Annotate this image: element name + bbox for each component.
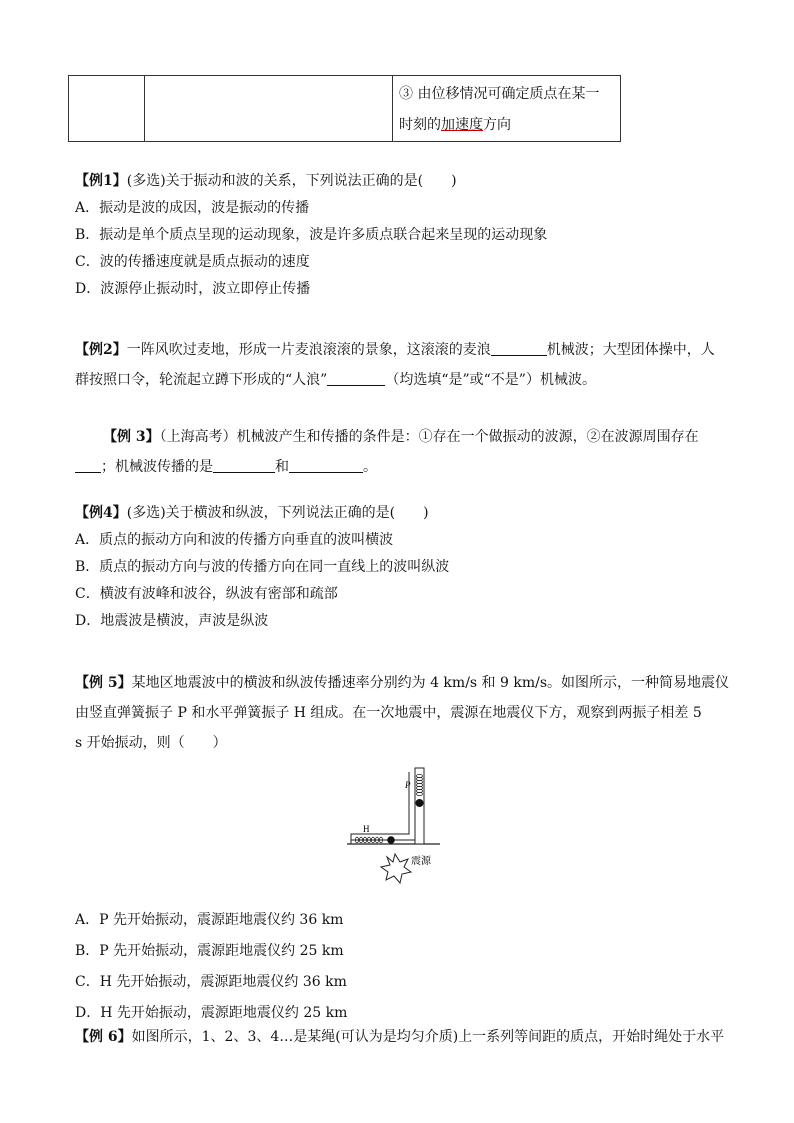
label-p: P xyxy=(405,780,411,790)
ex5-line2: 由竖直弹簧振子 P 和水平弹簧振子 H 组成。在一次地震中，震源在地震仪下方，观察到两振子相差 5 xyxy=(75,705,702,721)
option: B．振动是单个质点呈现的运动现象，波是许多质点联合起来呈现的运动现象 xyxy=(75,227,548,243)
answer-blank xyxy=(213,458,275,473)
underlined-term: 加速度 xyxy=(441,117,483,133)
ex6-text: 如图所示，1、2、3、4…是某绳(可认为是均匀介质)上一系列等间距的质点，开始时绳处于水平 xyxy=(131,1029,725,1045)
ex4-stem xyxy=(75,500,735,527)
option: C．H 先开始振动，震源距地震仪约 36 km xyxy=(75,974,347,990)
example-6 xyxy=(75,1024,745,1051)
ex2-text: 机械波；大型团体操中，人 xyxy=(546,342,715,358)
option: A．振动是波的成因，波是振动的传播 xyxy=(75,200,310,216)
ex3-line1 xyxy=(75,422,735,452)
ex6-line1 xyxy=(75,1024,745,1051)
example-1 xyxy=(75,168,735,303)
option: B．质点的振动方向与波的传播方向在同一直线上的波叫纵波 xyxy=(75,559,450,575)
example-2 xyxy=(75,335,735,395)
ex5-line3: s 开始振动，则（ ） xyxy=(75,735,227,751)
ex3-text: 。 xyxy=(363,459,377,475)
option: D．H 先开始振动，震源距地震仪约 25 km xyxy=(75,1005,348,1021)
horizontal-oscillator-ball xyxy=(387,836,395,844)
ex2-label: 【例2】 xyxy=(75,342,127,358)
ex3-label: 【例 3】 xyxy=(103,429,160,445)
ex3-text: ；机械波传播的是 xyxy=(101,459,213,475)
table-text: 方向 xyxy=(483,117,511,133)
example-3 xyxy=(75,422,735,482)
ex3-line2 xyxy=(75,452,735,482)
ex5-line1 xyxy=(75,668,735,698)
ex2-line1 xyxy=(75,335,735,365)
ex2-text: 群按照口令，轮流起立蹲下形成的“人浪” xyxy=(75,372,328,388)
ex1-stem-text: (多选)关于振动和波的关系，下列说法正确的是( ) xyxy=(126,173,457,189)
vertical-oscillator-ball xyxy=(416,799,424,807)
table-cell-line2 xyxy=(399,110,614,141)
table-cell-line1: ③ 由位移情况可确定质点在某一 xyxy=(399,86,600,102)
ex2-line2 xyxy=(75,365,735,395)
table-cell-empty-1 xyxy=(69,76,145,142)
answer-blank xyxy=(491,341,547,356)
ex3-text: （上海高考）机械波产生和传播的条件是：①存在一个做振动的波源，②在波源周围存在 xyxy=(159,429,699,445)
epicenter-star-icon xyxy=(381,854,411,883)
ex3-text: 和 xyxy=(275,459,289,475)
answer-blank xyxy=(289,458,363,473)
option: C．波的传播速度就是质点振动的速度 xyxy=(75,254,310,270)
option: D．地震波是横波，声波是纵波 xyxy=(75,613,269,629)
ex1-stem xyxy=(75,168,735,195)
example-5-options xyxy=(75,905,735,1029)
ex6-label: 【例 6】 xyxy=(75,1029,132,1045)
seismograph-figure xyxy=(345,766,455,890)
table-text: 时刻的 xyxy=(399,117,441,133)
table-cell-content xyxy=(393,76,621,142)
ex1-label: 【例1】 xyxy=(75,173,127,189)
label-source: 震源 xyxy=(411,856,431,867)
option: B．P 先开始振动，震源距地震仪约 25 km xyxy=(75,943,344,959)
ex2-text: （均选填“是”或“不是”）机械波。 xyxy=(385,372,596,388)
summary-table xyxy=(68,75,621,142)
answer-blank xyxy=(327,371,385,386)
example-5 xyxy=(75,668,735,758)
example-4 xyxy=(75,500,735,635)
l-bracket xyxy=(351,772,409,844)
option: A．P 先开始振动，震源距地震仪约 36 km xyxy=(75,912,344,928)
option: C．横波有波峰和波谷，纵波有密部和疏部 xyxy=(75,586,338,602)
ex5-text: 某地区地震波中的横波和纵波传播速率分别约为 4 km/s 和 9 km/s。如图所示，一种简易地震仪 xyxy=(131,675,730,691)
option: D．波源停止振动时，波立即停止传播 xyxy=(75,281,311,297)
ex4-stem-text: (多选)关于横波和纵波，下列说法正确的是( ) xyxy=(126,505,429,521)
label-h: H xyxy=(363,824,370,834)
ex2-text: 一阵风吹过麦地，形成一片麦浪滚滚的景象，这滚滚的麦浪 xyxy=(126,342,491,358)
option: A．质点的振动方向和波的传播方向垂直的波叫横波 xyxy=(75,532,394,548)
table-cell-empty-2 xyxy=(145,76,393,142)
answer-blank xyxy=(75,458,101,473)
ex5-label: 【例 5】 xyxy=(75,675,132,691)
ex4-label: 【例4】 xyxy=(75,505,127,521)
